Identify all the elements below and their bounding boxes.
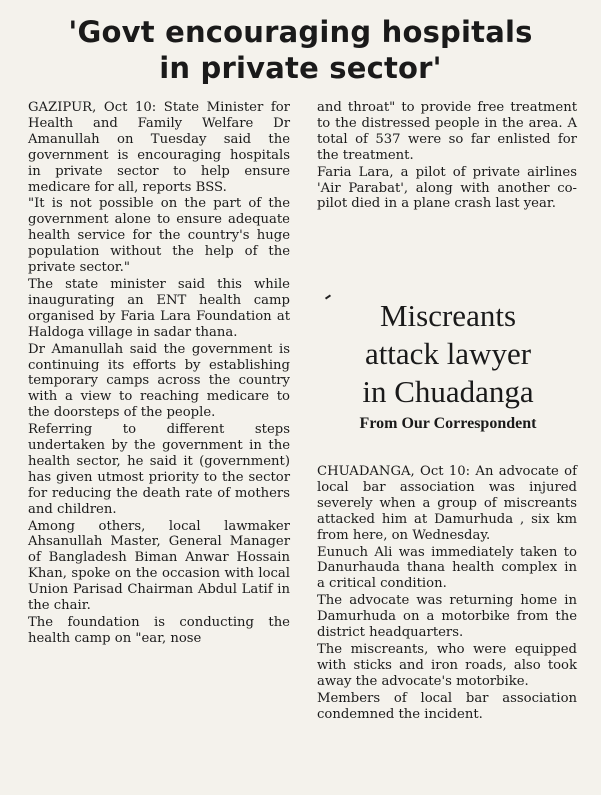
clipped-top-text bbox=[0, 0, 601, 10]
paragraph: The foundation is conducting the health camp on "ear, nose bbox=[28, 615, 290, 646]
clipped-header-fragment bbox=[150, 0, 155, 6]
second-article-headline bbox=[317, 297, 579, 411]
paragraph: Faria Lara, a pilot of private airlines 'Air Parabat', along with another co-pilot died in a plane crash last year. bbox=[317, 164, 577, 212]
article-body-right-column bbox=[317, 100, 577, 212]
paragraph: Among others, local lawmaker Ahsanullah Master, General Manager of Bangladesh Biman Anwar Hossain Khan, spoke on the occasion with local Union Parisad Chairman Abdul Latif in the chair. bbox=[28, 518, 290, 614]
paragraph: GAZIPUR, Oct 10: State Minister for Health and Family Welfare Dr Amanullah on Tuesday said the government is encouraging hospitals in private sector to help ensure medicare for all, reports BSS. bbox=[28, 100, 290, 195]
paragraph: The state minister said this while inaugurating an ENT health camp organised by Faria Lara Foundation at Haldoga village in sadar thana. bbox=[28, 276, 290, 340]
second-article-body bbox=[317, 464, 577, 723]
headline-line-1: 'Govt encouraging hospitals bbox=[68, 15, 533, 49]
article-body-left-column bbox=[28, 100, 290, 647]
headline-line-2: attack lawyer bbox=[364, 336, 532, 371]
paragraph: The miscreants, who were equipped with sticks and iron roads, also took away the advocate's motorbike. bbox=[317, 641, 577, 689]
paragraph: CHUADANGA, Oct 10: An advocate of local bar association was injured severely when a group of miscreants attacked him at Damurhuda , six km from here, on Wednesday. bbox=[317, 464, 577, 543]
article-headline bbox=[0, 14, 601, 86]
paragraph: Referring to different steps undertaken by the government in the health sector, he said it (government) has given utmost priority to the sector for reducing the death rate of mothers and children. bbox=[28, 422, 290, 517]
paragraph: "It is not possible on the part of the government alone to ensure adequate health service for the country's huge population without the help of the private sector." bbox=[28, 196, 290, 276]
byline: From Our Correspondent bbox=[359, 415, 537, 432]
headline-line-1: Miscreants bbox=[379, 298, 517, 333]
paragraph: The advocate was returning home in Damurhuda on a motorbike from the district headquarters. bbox=[317, 593, 577, 641]
headline-line-3: in Chuadanga bbox=[362, 374, 534, 409]
paragraph: Members of local bar association condemned the incident. bbox=[317, 690, 577, 722]
headline-line-2: in private sector' bbox=[159, 51, 442, 85]
paragraph: Eunuch Ali was immediately taken to Danurhauda thana health complex in a critical condition. bbox=[317, 544, 577, 592]
paragraph: Dr Amanullah said the government is continuing its efforts by establishing temporary camps across the country with a view to reaching medicare to the doorsteps of the people. bbox=[28, 341, 290, 421]
paragraph: and throat" to provide free treatment to the distressed people in the area. A total of 537 were so far enlisted for the treatment. bbox=[317, 100, 577, 163]
